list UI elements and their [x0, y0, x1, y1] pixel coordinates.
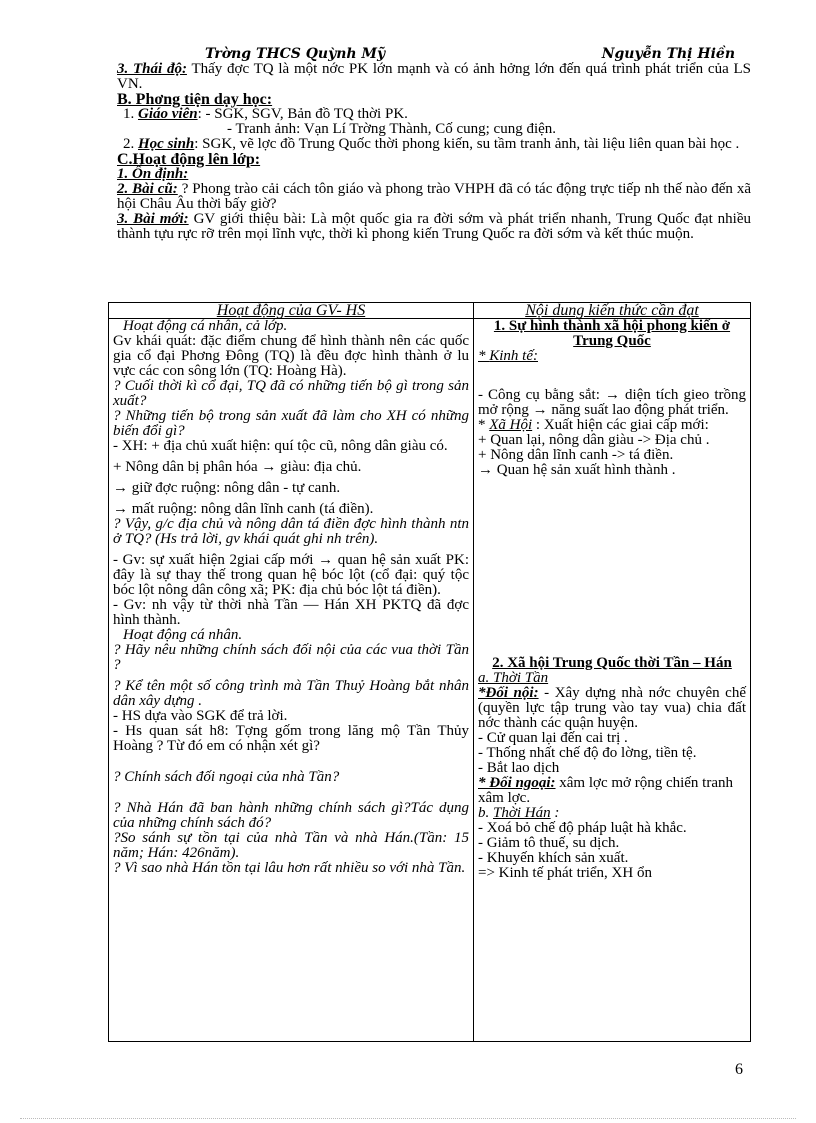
footer-divider — [20, 1118, 796, 1119]
teacher-prefix: 1. — [123, 106, 138, 122]
activity-line: - Gv: nh vậy từ thời nhà Tần — Hán XH PKTQ đã đợc hình thành. — [113, 597, 469, 628]
activities-cell — [109, 319, 474, 1042]
han-item: - Xoá bỏ chế độ pháp luật hà khắc. — [478, 820, 687, 836]
activities-list — [113, 319, 469, 876]
activity-line: → giữ đợc ruộng: nông dân - tự canh. — [113, 480, 341, 496]
old-lesson-text: ? Phong trào cải cách tôn giáo và phong trào VHPH đã có tác động trực tiếp nh thế nào đến xã hội Châu Âu thời bấy giờ? — [117, 181, 752, 212]
activity-line: Hoạt động cá nhân, cả lớp. — [123, 318, 288, 334]
outer-policy-text: xâm lợc mở rộng chiến tranh xâm lợc. — [478, 775, 733, 806]
society-text: : Xuất hiện các giai cấp mới: — [532, 417, 709, 433]
activity-line: - HS dựa vào SGK để trả lời. — [113, 708, 288, 724]
old-lesson-line — [117, 182, 751, 212]
activity-line: Hoạt động cá nhân. — [123, 627, 243, 643]
activity-line: - Gv: sự xuất hiện 2giai cấp mới → quan hệ sản xuất PK: đây là sự thay thế trong quan hệ bóc lột (cổ đại: quý tộc bóc lột nông dân công xã; PK: địa chủ bóc lột tá điền). — [113, 552, 469, 598]
activity-line: ?So sánh sự tồn tại của nhà Tần và nhà Hán.(Tần: 15 năm; Hán: 426năm). — [113, 830, 469, 861]
intro-section — [117, 62, 751, 242]
stable-line: 1. Ổn định: — [117, 166, 189, 182]
lesson-table — [108, 302, 751, 1042]
econ-text: - Công cụ bằng sắt: → diện tích gieo trồng mở rộng → năng suất lao động phát triển. — [478, 387, 746, 418]
section-b-heading: B. Phơng tiện dạy học: — [117, 91, 273, 108]
new-lesson-text: GV giới thiệu bài: Là một quốc gia ra đời sớm và phát triển nhanh, Trung Quốc đạt nhiều thành tựu rực rỡ trên mọi lĩnh vực, thời kì phong kiến Trung Quốc ra đời sớm và kết thúc muộn. — [117, 211, 751, 242]
table-header-row — [109, 303, 751, 319]
han-label: b. Thời Hán : — [478, 805, 560, 821]
outer-policy-label: * Đối ngoại: — [478, 775, 556, 791]
activity-line: ? Hãy nêu những chính sách đối nội của các vua thời Tần ? — [113, 642, 469, 673]
activity-line: - Hs quan sát h8: Tợng gốm trong lăng mộ Tần Thủy Hoàng ? Từ đó em có nhận xét gì? — [113, 723, 469, 754]
attitude-text: Thấy đợc TQ là một nớc PK lớn mạnh và có ảnh hởng lớn đến quá trình phát triển của LS VN. — [117, 61, 751, 92]
outer-policy — [478, 776, 746, 806]
activity-line: ? Cuối thời kì cổ đại, TQ đã có những tiến bộ gì trong sản xuất? — [113, 378, 469, 409]
society-item: + Nông dân lĩnh canh -> tá điền. — [478, 447, 674, 463]
activity-line: → mất ruộng: nông dân lĩnh canh (tá điền). — [113, 501, 374, 517]
activity-line: + Nông dân bị phân hóa → giàu: địa chủ. — [113, 459, 362, 475]
teacher-label: Giáo viên — [138, 106, 198, 122]
society-item: + Quan lại, nông dân giàu -> Địa chủ . — [478, 432, 710, 448]
activity-line: Gv khái quát: đặc điểm chung để hình thành nên các quốc gia cổ đại Phơng Đông (TQ) là đều đợc hình thành ở lu vực các con sông lớn (TQ: Hoàng Hà). — [113, 333, 469, 379]
activity-line: ? Những tiến bộ trong sản xuất đã làm cho XH có những biến đổi gì? — [113, 408, 469, 439]
inner-item: - Thống nhất chế độ đo lờng, tiền tệ. — [478, 745, 697, 761]
activity-line: - XH: + địa chủ xuất hiện: quí tộc cũ, nông dân giàu có. — [113, 438, 448, 454]
econ-label-text: Kinh tế: — [489, 348, 538, 364]
activity-line: ? Chính sách đối ngoại của nhà Tần? — [113, 769, 340, 785]
han-item: => Kinh tế phát triển, XH ổn — [478, 865, 652, 881]
page-number: 6 — [735, 1061, 743, 1078]
inner-policy — [478, 686, 746, 731]
section-c-heading: C.Hoạt động lên lớp: — [117, 151, 261, 168]
header-school: Trờng THCS Quỳnh Mỹ — [205, 46, 386, 62]
new-lesson-label: 3. Bài mới: — [117, 211, 189, 227]
new-lesson-line — [117, 212, 751, 242]
activity-line: ? Nhà Hán đã ban hành những chính sách gì?Tác dụng của những chính sách đó? — [113, 800, 469, 831]
activity-line: ? Vậy, g/c địa chủ và nông dân tá điền đợc hình thành ntn ở TQ? (Hs trả lời, gv khái quát ghi nh trên). — [113, 516, 469, 547]
page-header — [205, 46, 735, 62]
teacher-line — [117, 107, 751, 122]
society-item: → Quan hệ sản xuất hình thành . — [478, 462, 676, 478]
student-label: Học sinh — [138, 136, 195, 152]
attitude-line — [117, 62, 751, 92]
qin-label: a. Thời Tần — [478, 670, 549, 686]
inner-item: - Cử quan lại đến cai trị . — [478, 730, 628, 746]
qin-label-text: Thời Tần — [493, 670, 549, 686]
society-label: Xã Hội — [489, 417, 533, 433]
col-header-content: Nội dung kiến thức cần đạt — [474, 303, 751, 319]
han-label-text: Thời Hán — [493, 805, 551, 821]
han-item: - Giảm tô thuế, su dịch. — [478, 835, 620, 851]
activity-line: ? Vì sao nhà Hán tồn tại lâu hơn rất nhiều so với nhà Tần. — [113, 860, 466, 876]
content-cell — [474, 319, 751, 1042]
society-line: * Xã Hội : Xuất hiện các giai cấp mới: — [478, 417, 709, 433]
activity-line: ? Kể tên một số công trình mà Tần Thuỷ Hoàng bắt nhân dân xây dựng . — [113, 678, 469, 709]
inner-item: - Bắt lao dịch — [478, 760, 560, 776]
attitude-label: 3. Thái độ: — [117, 61, 187, 77]
header-author: Nguyễn Thị Hiền — [601, 46, 735, 62]
teacher-line-2: - Tranh ảnh: Vạn Lí Trờng Thành, Cố cung; cung điện. — [227, 121, 557, 137]
student-text: : SGK, vẽ lợc đồ Trung Quốc thời phong kiến, su tầm tranh ảnh, tài liệu liên quan bài học . — [194, 136, 740, 152]
table-body-row — [109, 319, 751, 1042]
old-lesson-label: 2. Bài cũ: — [117, 181, 178, 197]
student-line — [117, 137, 751, 152]
section-2-title: 2. Xã hội Trung Quốc thời Tần – Hán — [492, 655, 732, 671]
econ-label: * Kinh tế: — [478, 348, 538, 364]
inner-policy-label: *Đối nội: — [478, 685, 539, 701]
han-item: - Khuyến khích sản xuất. — [478, 850, 629, 866]
teacher-text: : - SGK, SGV, Bản đồ TQ thời PK. — [197, 106, 408, 122]
student-prefix: 2. — [123, 136, 138, 152]
section-1-title: 1. Sự hình thành xã hội phong kiến ở Trung Quốc — [493, 318, 731, 349]
col-header-activities: Hoạt động của GV- HS — [109, 303, 474, 319]
inner-policy-text: - Xây dựng nhà nớc chuyên chế (quyền lực tập trung vào tay vua) chia đất nớc thành các quận huyện. — [478, 685, 746, 731]
